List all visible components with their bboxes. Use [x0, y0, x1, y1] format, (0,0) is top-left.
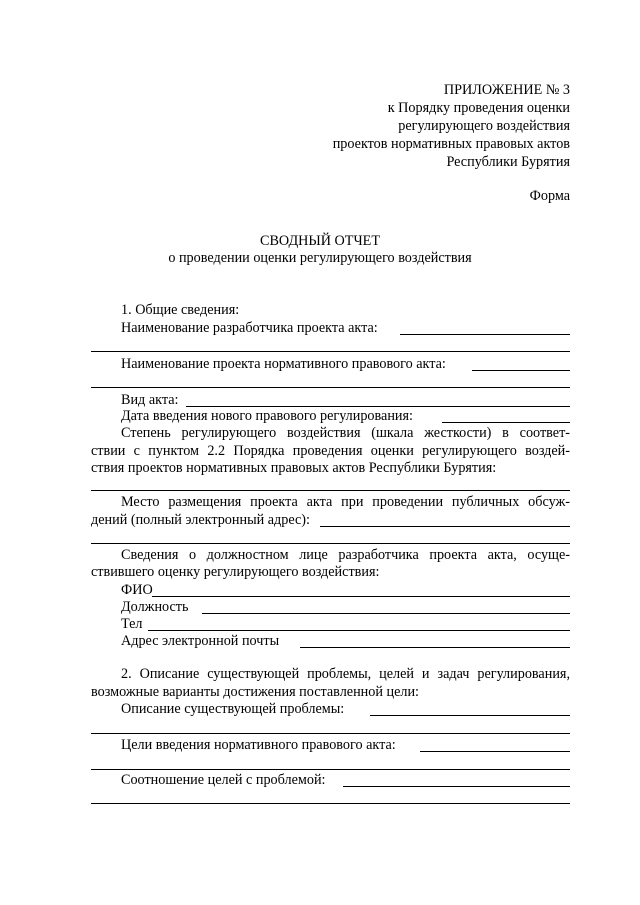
fio-field[interactable]	[152, 596, 570, 597]
goals-label: Цели введения нормативного правового акта:	[121, 737, 396, 753]
degree-text-line2: ствии с пунктом 2.2 Порядка проведения оценки регулирующего воздей-	[91, 443, 570, 459]
appendix-ref-line2: регулирующего воздействия	[398, 118, 570, 134]
developer-label: Наименование разработчика проекта акта:	[121, 320, 378, 336]
email-field[interactable]	[300, 647, 570, 648]
official-text-line2: ствившего оценку регулирующего воздействия:	[91, 564, 380, 580]
place-field-continuation[interactable]	[91, 543, 570, 544]
ratio-field[interactable]	[343, 786, 570, 787]
place-field[interactable]	[320, 526, 570, 527]
date-field[interactable]	[442, 422, 570, 423]
degree-text-line3: ствия проектов нормативных правовых актов Республики Бурятия:	[91, 460, 497, 476]
goals-field-continuation[interactable]	[91, 769, 570, 770]
form-label: Форма	[529, 188, 570, 204]
ratio-field-continuation[interactable]	[91, 803, 570, 804]
appendix-ref-line1: к Порядку проведения оценки	[387, 100, 570, 116]
problem-label: Описание существующей проблемы:	[121, 701, 345, 717]
goals-field[interactable]	[420, 751, 570, 752]
report-subtitle: о проведении оценки регулирующего воздействия	[168, 250, 472, 266]
place-text-line1: Место размещения проекта акта при проведении публичных обсуж-	[121, 494, 570, 510]
place-text-line2: дений (полный электронный адрес):	[91, 512, 310, 528]
act-type-field[interactable]	[186, 406, 570, 407]
degree-field[interactable]	[91, 490, 570, 491]
report-title: СВОДНЫЙ ОТЧЕТ	[259, 233, 381, 249]
email-label: Адрес электронной почты	[121, 633, 280, 649]
appendix-ref-line4: Республики Бурятия	[446, 154, 570, 170]
problem-field-continuation[interactable]	[91, 733, 570, 734]
appendix-ref-line3: проектов нормативных правовых актов	[332, 136, 570, 152]
date-label: Дата введения нового правового регулирования:	[121, 408, 413, 424]
fio-label: ФИО	[121, 582, 153, 598]
section2-heading-line1: 2. Описание существующей проблемы, целей и задач регулирования,	[121, 666, 570, 682]
act-type-label: Вид акта:	[121, 392, 179, 408]
problem-field[interactable]	[370, 715, 570, 716]
section1-heading: 1. Общие сведения:	[121, 302, 240, 318]
ratio-label: Соотношение целей с проблемой:	[121, 772, 326, 788]
project-name-label: Наименование проекта нормативного правового акта:	[121, 356, 446, 372]
appendix-number: ПРИЛОЖЕНИЕ № 3	[443, 82, 570, 98]
phone-field[interactable]	[148, 630, 570, 631]
official-text-line1: Сведения о должностном лице разработчика проекта акта, осуще-	[121, 547, 570, 563]
developer-field-continuation[interactable]	[91, 351, 570, 352]
position-field[interactable]	[202, 613, 570, 614]
project-name-field[interactable]	[472, 370, 570, 371]
position-label: Должность	[121, 599, 189, 615]
developer-field[interactable]	[400, 334, 570, 335]
phone-label: Тел	[121, 616, 143, 632]
section2-heading-line2: возможные варианты достижения поставленной цели:	[91, 684, 419, 700]
project-name-field-continuation[interactable]	[91, 387, 570, 388]
degree-text-line1: Степень регулирующего воздействия (шкала жесткости) в соответ-	[121, 425, 570, 441]
